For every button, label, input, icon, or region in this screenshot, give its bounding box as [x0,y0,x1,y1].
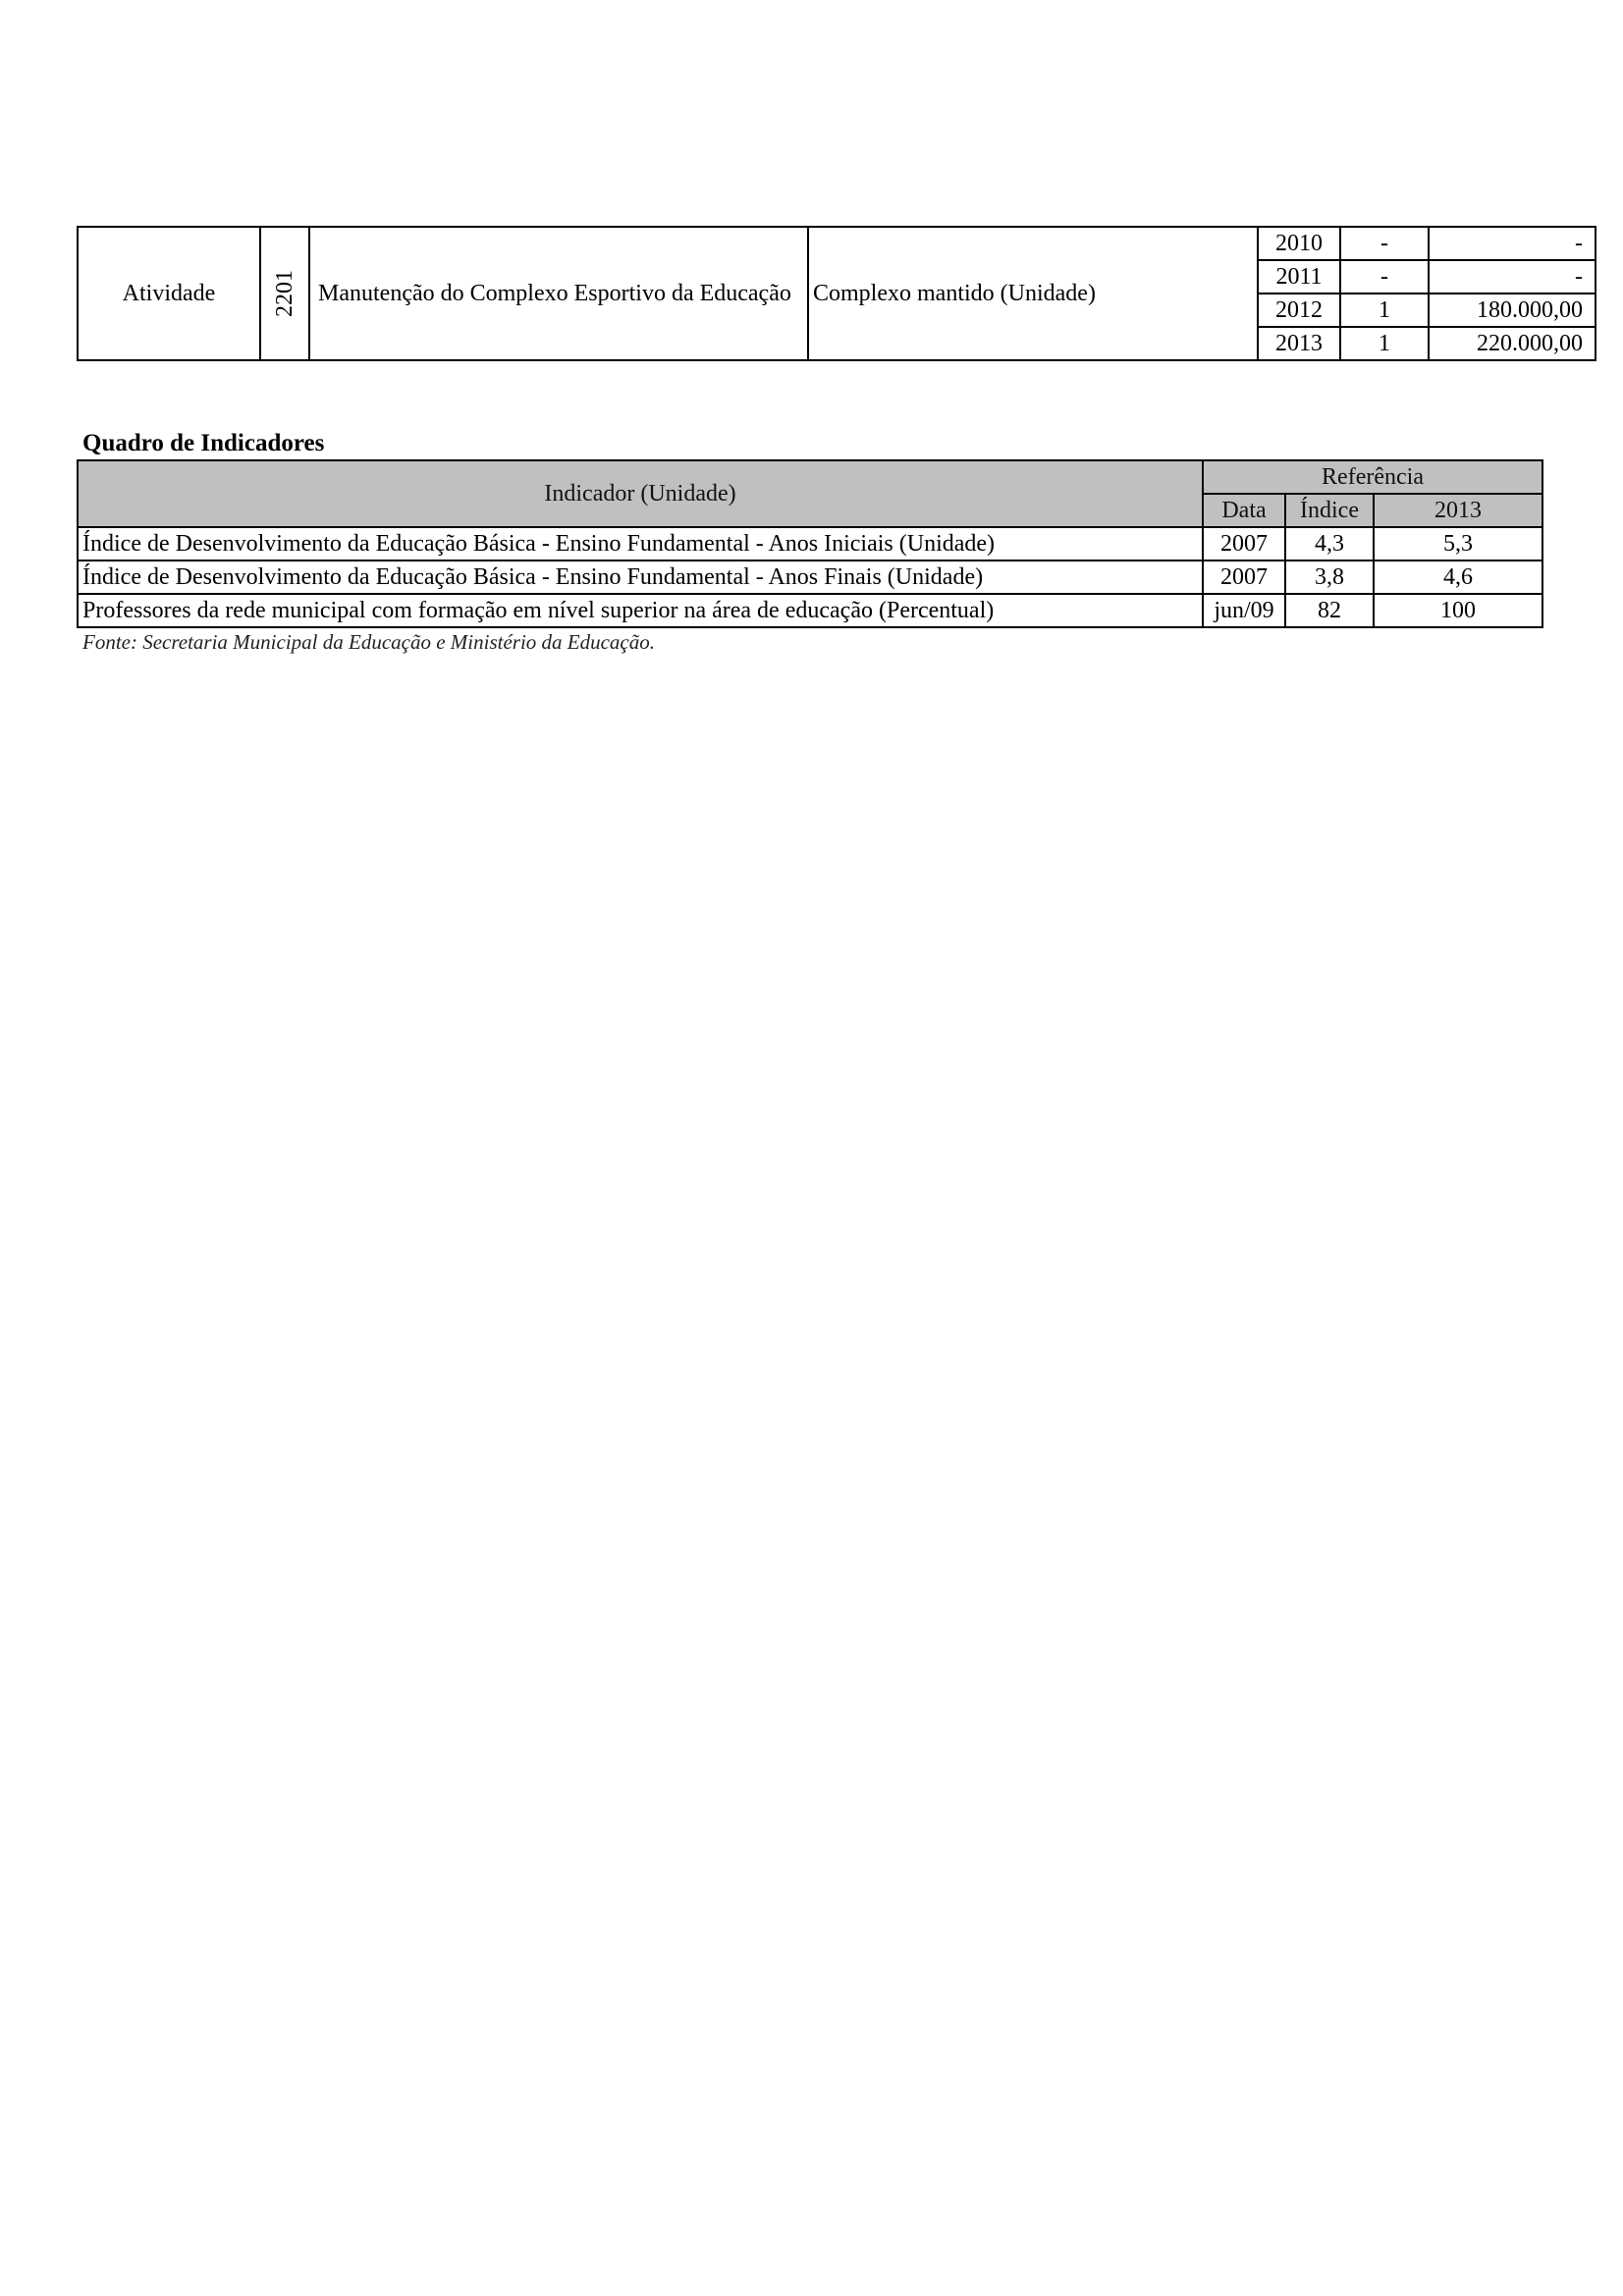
indicador-meta: 5,3 [1374,527,1542,561]
table-row [78,527,1542,561]
acao-codigo [260,227,309,360]
table-header-row [78,460,1542,494]
indicador-label: Índice de Desenvolvimento da Educação Básica - Ensino Fundamental - Anos Finais (Unidade) [78,561,1203,594]
acao-tipo: Atividade [78,227,260,360]
action-table [77,226,1596,361]
indicador-label: Professores da rede municipal com formação em nível superior na área de educação (Percentual) [78,594,1203,627]
indicador-indice: 82 [1285,594,1374,627]
acao-produto: Complexo mantido (Unidade) [808,227,1258,360]
source-note: Fonte: Secretaria Municipal da Educação e Ministério da Educação. [82,630,655,654]
indicador-indice: 4,3 [1285,527,1374,561]
indicador-label: Índice de Desenvolvimento da Educação Básica - Ensino Fundamental - Anos Iniciais (Unidade) [78,527,1203,561]
meta-quantidade: - [1340,227,1429,260]
section-title: Quadro de Indicadores [82,430,325,456]
meta-valor: - [1429,260,1596,294]
indicators-table [77,459,1543,628]
table-row [78,561,1542,594]
meta-valor: - [1429,227,1596,260]
indicador-meta: 100 [1374,594,1542,627]
meta-ano: 2012 [1258,294,1340,327]
meta-ano: 2011 [1258,260,1340,294]
meta-quantidade: 1 [1340,294,1429,327]
meta-valor: 220.000,00 [1429,327,1596,360]
meta-valor: 180.000,00 [1429,294,1596,327]
table-row [78,227,1596,260]
indicador-meta: 4,6 [1374,561,1542,594]
header-indice: Índice [1285,494,1374,527]
meta-ano: 2013 [1258,327,1340,360]
meta-ano: 2010 [1258,227,1340,260]
header-data: Data [1203,494,1285,527]
header-referencia: Referência [1203,460,1542,494]
indicador-data: 2007 [1203,561,1285,594]
meta-quantidade: - [1340,260,1429,294]
indicador-data: jun/09 [1203,594,1285,627]
acao-nome: Manutenção do Complexo Esportivo da Educação [309,227,808,360]
meta-quantidade: 1 [1340,327,1429,360]
header-indicador: Indicador (Unidade) [78,460,1203,527]
indicador-indice: 3,8 [1285,561,1374,594]
header-ano: 2013 [1374,494,1542,527]
indicador-data: 2007 [1203,527,1285,561]
acao-codigo-text: 2201 [272,270,298,317]
table-row [78,594,1542,627]
